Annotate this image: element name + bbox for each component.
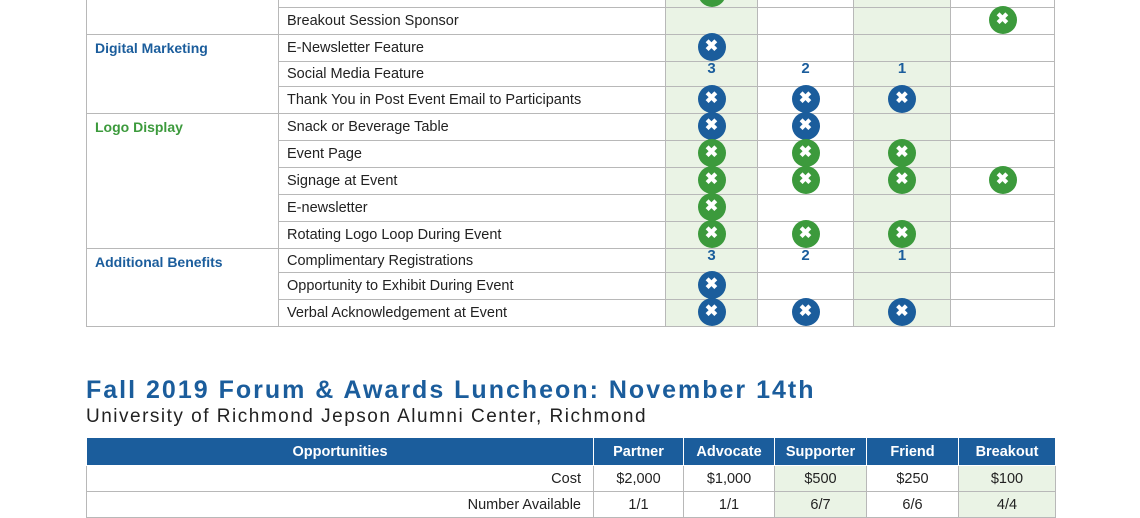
benefit-item: Rotating Logo Loop During Event <box>279 221 666 248</box>
benefit-mark-cell <box>758 140 854 167</box>
opportunities-header-row <box>87 438 1056 466</box>
benefit-mark-cell <box>854 221 951 248</box>
benefit-count: 2 <box>801 247 810 265</box>
check-x-icon: ✖ <box>792 166 820 194</box>
benefit-category <box>87 221 279 248</box>
benefit-row <box>87 62 1055 87</box>
benefit-item: Opportunity to Exhibit During Event <box>279 273 666 300</box>
check-x-icon: ✖ <box>792 112 820 140</box>
event-location: University of Richmond Jepson Alumni Center, Richmond <box>86 406 648 427</box>
benefit-row <box>87 0 1055 8</box>
benefit-count: 3 <box>707 60 716 78</box>
benefit-mark-cell <box>951 113 1055 140</box>
benefit-mark-cell <box>666 86 758 113</box>
benefit-item: E-newsletter <box>279 194 666 221</box>
check-x-icon: ✖ <box>698 85 726 113</box>
benefit-count: 2 <box>801 60 810 78</box>
benefit-mark-cell <box>951 248 1055 273</box>
benefit-item: Snack or Beverage Table <box>279 113 666 140</box>
benefit-mark-cell <box>854 273 951 300</box>
benefit-mark-cell <box>951 300 1055 327</box>
benefit-mark-cell <box>951 86 1055 113</box>
benefit-item: Social Media Feature <box>279 62 666 87</box>
check-x-icon: ✖ <box>792 85 820 113</box>
benefit-mark-cell <box>854 140 951 167</box>
benefit-row <box>87 248 1055 273</box>
check-x-icon: ✖ <box>698 33 726 61</box>
benefit-count: 1 <box>897 247 907 265</box>
benefit-mark-cell <box>854 167 951 194</box>
availability-breakout: 4/4 <box>959 492 1056 518</box>
benefit-category <box>87 140 279 167</box>
benefit-mark-cell <box>666 62 758 87</box>
benefit-mark-cell <box>666 113 758 140</box>
availability-label: Number Available <box>87 492 594 518</box>
benefit-mark-cell <box>666 35 758 62</box>
benefit-category: Additional Benefits <box>87 248 279 273</box>
availability-partner: 1/1 <box>594 492 684 518</box>
benefit-item: Signage at Event <box>279 167 666 194</box>
check-x-icon: ✖ <box>698 298 726 326</box>
benefit-mark-cell <box>666 167 758 194</box>
benefit-category <box>87 62 279 87</box>
benefit-mark-cell <box>758 167 854 194</box>
header-breakout: Breakout <box>959 438 1056 466</box>
benefit-mark-cell <box>951 221 1055 248</box>
benefit-row <box>87 140 1055 167</box>
cost-supporter: $500 <box>775 466 867 492</box>
benefit-item: Thank You in Post Event Email to Participants <box>279 86 666 113</box>
benefits-table-body <box>87 0 1055 327</box>
check-x-icon: ✖ <box>792 298 820 326</box>
benefit-item: Breakout Session Sponsor <box>279 8 666 35</box>
header-supporter: Supporter <box>775 438 867 466</box>
benefit-mark-cell <box>854 35 951 62</box>
check-x-icon: ✖ <box>888 298 916 326</box>
benefit-mark-cell <box>854 0 951 8</box>
benefit-row <box>87 86 1055 113</box>
check-x-icon: ✖ <box>888 166 916 194</box>
event-title: Fall 2019 Forum & Awards Luncheon: November 14th <box>86 376 816 404</box>
check-x-icon: ✖ <box>888 220 916 248</box>
benefit-item: Event Page <box>279 140 666 167</box>
benefit-mark-cell <box>666 8 758 35</box>
check-x-icon: ✖ <box>698 139 726 167</box>
benefit-mark-cell <box>758 113 854 140</box>
benefit-category <box>87 300 279 327</box>
benefit-mark-cell <box>758 300 854 327</box>
benefit-mark-cell <box>854 300 951 327</box>
benefit-row <box>87 300 1055 327</box>
benefit-mark-cell <box>758 62 854 87</box>
benefit-row <box>87 167 1055 194</box>
benefit-mark-cell <box>666 221 758 248</box>
benefit-item: E-Newsletter Feature <box>279 35 666 62</box>
benefit-mark-cell <box>854 86 951 113</box>
cost-row <box>87 466 1056 492</box>
benefit-mark-cell <box>854 248 951 273</box>
check-x-icon: ✖ <box>698 271 726 299</box>
benefit-mark-cell <box>951 273 1055 300</box>
benefit-mark-cell <box>758 86 854 113</box>
header-partner: Partner <box>594 438 684 466</box>
benefit-item: Complimentary Registrations <box>279 248 666 273</box>
check-x-icon: ✖ <box>989 166 1017 194</box>
benefit-mark-cell <box>854 113 951 140</box>
check-x-icon: ✖ <box>989 6 1017 34</box>
cost-partner: $2,000 <box>594 466 684 492</box>
benefit-category <box>87 8 279 35</box>
opportunities-table <box>86 437 1056 518</box>
benefit-mark-cell <box>758 194 854 221</box>
benefit-mark-cell <box>666 0 758 8</box>
benefit-mark-cell <box>951 35 1055 62</box>
benefit-category: Digital Marketing <box>87 35 279 62</box>
benefit-category: Logo Display <box>87 113 279 140</box>
check-x-icon: ✖ <box>698 193 726 221</box>
benefit-mark-cell <box>951 62 1055 87</box>
benefit-mark-cell <box>666 273 758 300</box>
benefit-mark-cell <box>951 194 1055 221</box>
benefit-mark-cell <box>758 273 854 300</box>
check-x-icon <box>698 0 726 7</box>
check-x-icon: ✖ <box>698 166 726 194</box>
check-x-icon: ✖ <box>888 85 916 113</box>
benefit-row <box>87 113 1055 140</box>
header-friend: Friend <box>867 438 959 466</box>
benefit-row <box>87 35 1055 62</box>
benefit-row <box>87 273 1055 300</box>
benefit-row <box>87 221 1055 248</box>
availability-supporter: 6/7 <box>775 492 867 518</box>
check-x-icon: ✖ <box>698 112 726 140</box>
availability-advocate: 1/1 <box>684 492 775 518</box>
availability-row <box>87 492 1056 518</box>
benefit-mark-cell <box>951 140 1055 167</box>
benefit-mark-cell <box>666 140 758 167</box>
header-advocate: Advocate <box>684 438 775 466</box>
benefit-count: 1 <box>897 60 907 78</box>
benefit-category <box>87 0 279 8</box>
benefit-item: Verbal Acknowledgement at Event <box>279 300 666 327</box>
benefit-category <box>87 86 279 113</box>
benefits-table <box>86 0 1055 327</box>
benefit-mark-cell <box>951 8 1055 35</box>
benefit-mark-cell <box>951 167 1055 194</box>
benefit-count: 3 <box>707 247 716 265</box>
check-x-icon: ✖ <box>792 220 820 248</box>
benefit-mark-cell <box>666 194 758 221</box>
benefit-mark-cell <box>758 248 854 273</box>
benefit-category <box>87 167 279 194</box>
check-x-icon: ✖ <box>698 220 726 248</box>
benefit-row <box>87 194 1055 221</box>
benefit-item <box>279 0 666 8</box>
benefit-mark-cell <box>666 248 758 273</box>
benefit-row <box>87 8 1055 35</box>
benefit-mark-cell <box>666 300 758 327</box>
check-x-icon: ✖ <box>888 139 916 167</box>
benefit-mark-cell <box>758 8 854 35</box>
header-opportunities: Opportunities <box>87 438 594 466</box>
check-x-icon: ✖ <box>792 139 820 167</box>
benefit-category <box>87 194 279 221</box>
cost-advocate: $1,000 <box>684 466 775 492</box>
benefit-mark-cell <box>758 221 854 248</box>
cost-friend: $250 <box>867 466 959 492</box>
benefit-category <box>87 273 279 300</box>
benefit-mark-cell <box>854 194 951 221</box>
cost-breakout: $100 <box>959 466 1056 492</box>
benefit-mark-cell <box>854 62 951 87</box>
availability-friend: 6/6 <box>867 492 959 518</box>
cost-label: Cost <box>87 466 594 492</box>
benefit-mark-cell <box>758 0 854 8</box>
benefit-mark-cell <box>758 35 854 62</box>
benefit-mark-cell <box>854 8 951 35</box>
